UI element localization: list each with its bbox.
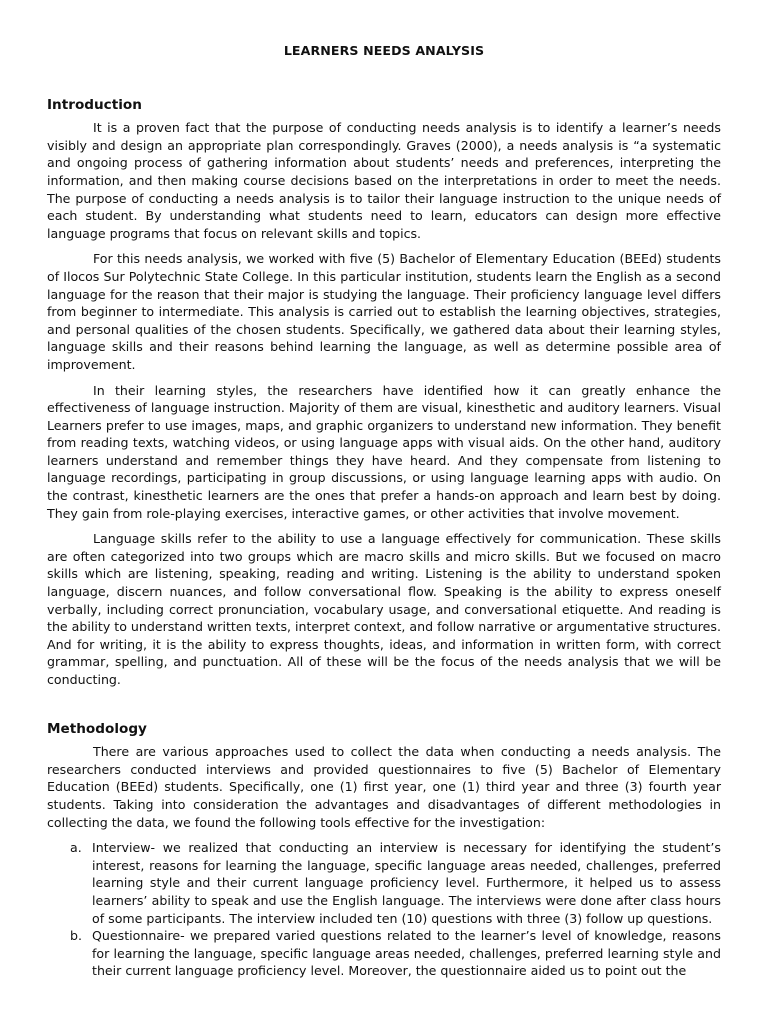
introduction-paragraph-3: In their learning styles, the researchers have identified how it can greatly enhance the effectiveness of language instruction. Majority of them are visual, kinesthetic and auditory learners. Visual Learners prefer to use images, maps, and graphic organizers to understand new information. They benefit from reading texts, watching videos, or using language apps with visual aids. On the other hand, auditory learners understand and remember things they have heard. And they compensate from listening to language recordings, participating in group discussions, or using language learning apps with audio. On the contrast, kinesthetic learners are the ones that prefer a hands-on approach and learn best by doing. They gain from role-playing exercises, interactive games, or other activities that involve movement. xyxy=(47,382,721,521)
introduction-paragraph-2: For this needs analysis, we worked with five (5) Bachelor of Elementary Education (BEEd) students of Ilocos Sur Polytechnic State College. In this particular institution, students learn the English as a second language for the reason that their major is studying the language. Their proficiency language level differs from beginner to intermediate. This analysis is carried out to establish the learning objectives, strategies, and personal qualities of the chosen students. Specifically, we gathered data about their learning styles, language skills and their reasons behind learning the language, as well as determine possible area of improvement. xyxy=(47,251,721,372)
methodology-paragraph-1: There are various approaches used to collect the data when conducting a needs analysis. The researchers conducted interviews and provided questionnaires to five (5) Bachelor of Elementary Education (BEEd) students. Specifically, one (1) first year, one (1) third year and three (3) fourth year students. Taking into consideration the advantages and disadvantages of different methodologies in collecting the data, we found the following tools effective for the investigation: xyxy=(47,744,721,830)
methodology-tools-list xyxy=(47,839,721,980)
list-marker: b. xyxy=(70,928,82,944)
methodology-heading: Methodology xyxy=(47,720,147,737)
list-item-interview xyxy=(47,839,721,927)
list-marker: a. xyxy=(70,840,82,856)
list-item-text: Questionnaire- we prepared varied questions related to the learner’s level of knowledge, reasons for learning the language, specific language areas needed, challenges, preferred learning style and their current language proficiency level. Moreover, the questionnaire aided us to point out the xyxy=(92,928,721,979)
introduction-paragraph-1: It is a proven fact that the purpose of conducting needs analysis is to identify a learner’s needs visibly and design an appropriate plan correspondingly. Graves (2000), a needs analysis is “a systematic and ongoing process of gathering information about students’ needs and preferences, interpreting the information, and then making course decisions based on the interpretations in order to meet the needs. The purpose of conducting a needs analysis is to tailor their language instruction to the unique needs of each student. By understanding what students need to learn, educators can design more effective language programs that focus on relevant skills and topics. xyxy=(47,120,721,241)
list-item-text: Interview- we realized that conducting an interview is necessary for identifying the student’s interest, reasons for learning the language, specific language areas needed, challenges, preferred learning style and their current language proficiency level. Furthermore, it helped us to assess learners’ ability to speak and use the English language. The interviews were done after class hours of some participants. The interview included ten (10) questions with three (3) follow up questions. xyxy=(92,840,721,926)
document-title: LEARNERS NEEDS ANALYSIS xyxy=(283,43,485,58)
introduction-heading: Introduction xyxy=(47,96,142,113)
list-item-questionnaire xyxy=(47,927,721,980)
introduction-paragraph-4: Language skills refer to the ability to use a language effectively for communication. These skills are often categorized into two groups which are macro skills and micro skills. But we focused on macro skills which are listening, speaking, reading and writing. Listening is the ability to understand spoken language, discern nuances, and follow conversational flow. Speaking is the ability to express oneself verbally, including correct pronunciation, vocabulary usage, and conversational etiquette. And reading is the ability to understand written texts, interpret context, and follow narrative or argumentative structures. And for writing, it is the ability to express thoughts, ideas, and information in written form, with correct grammar, spelling, and punctuation. All of these will be the focus of the needs analysis that we will be conducting. xyxy=(47,531,721,687)
